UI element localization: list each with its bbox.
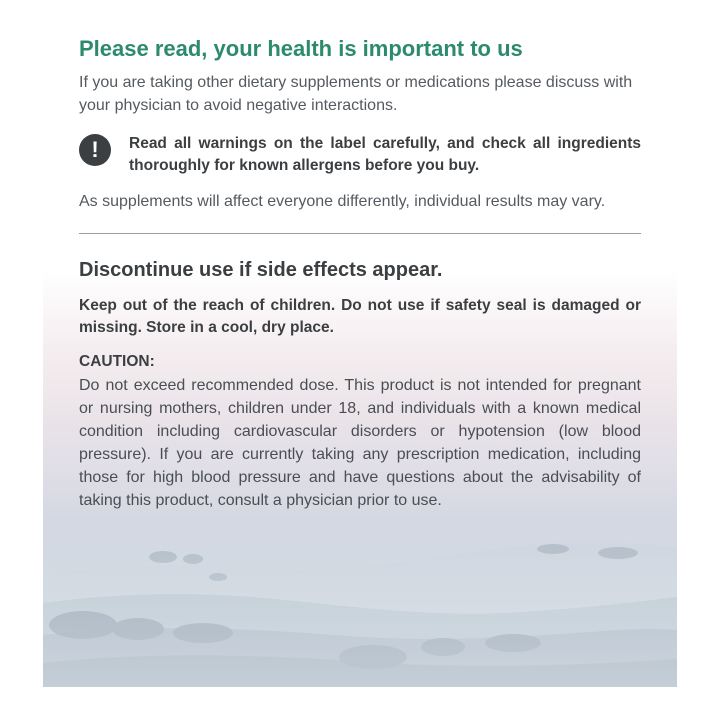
- caution-heading: CAUTION:: [79, 353, 155, 370]
- section-divider: [79, 233, 641, 234]
- label-warning-text: Read all warnings on the label carefully, and check all ingredients thoroughly for known allergens before you buy.: [129, 135, 641, 174]
- results-note: As supplements will affect everyone differently, individual results may vary.: [79, 193, 606, 210]
- discontinue-heading: Discontinue use if side effects appear.: [79, 259, 443, 281]
- exclamation-icon: !: [79, 134, 111, 166]
- info-panel: [43, 35, 677, 687]
- storage-instructions: Keep out of the reach of children. Do not use if safety seal is damaged or missing. Store in a cool, dry place.: [79, 297, 641, 336]
- supplements-intro: If you are taking other dietary supplements or medications please discuss with your physician to avoid negative interactions.: [79, 74, 633, 114]
- page-title: Please read, your health is important to us: [79, 36, 523, 61]
- caution-text: Do not exceed recommended dose. This product is not intended for pregnant or nursing mothers, children under 18, and individuals with a known medical condition including cardiovascular disorders or hypotension (low blood pressure). If you are currently taking any prescription medication, including those for high blood pressure and have questions about the advisability of taking this product, consult a physician prior to use.: [79, 377, 641, 509]
